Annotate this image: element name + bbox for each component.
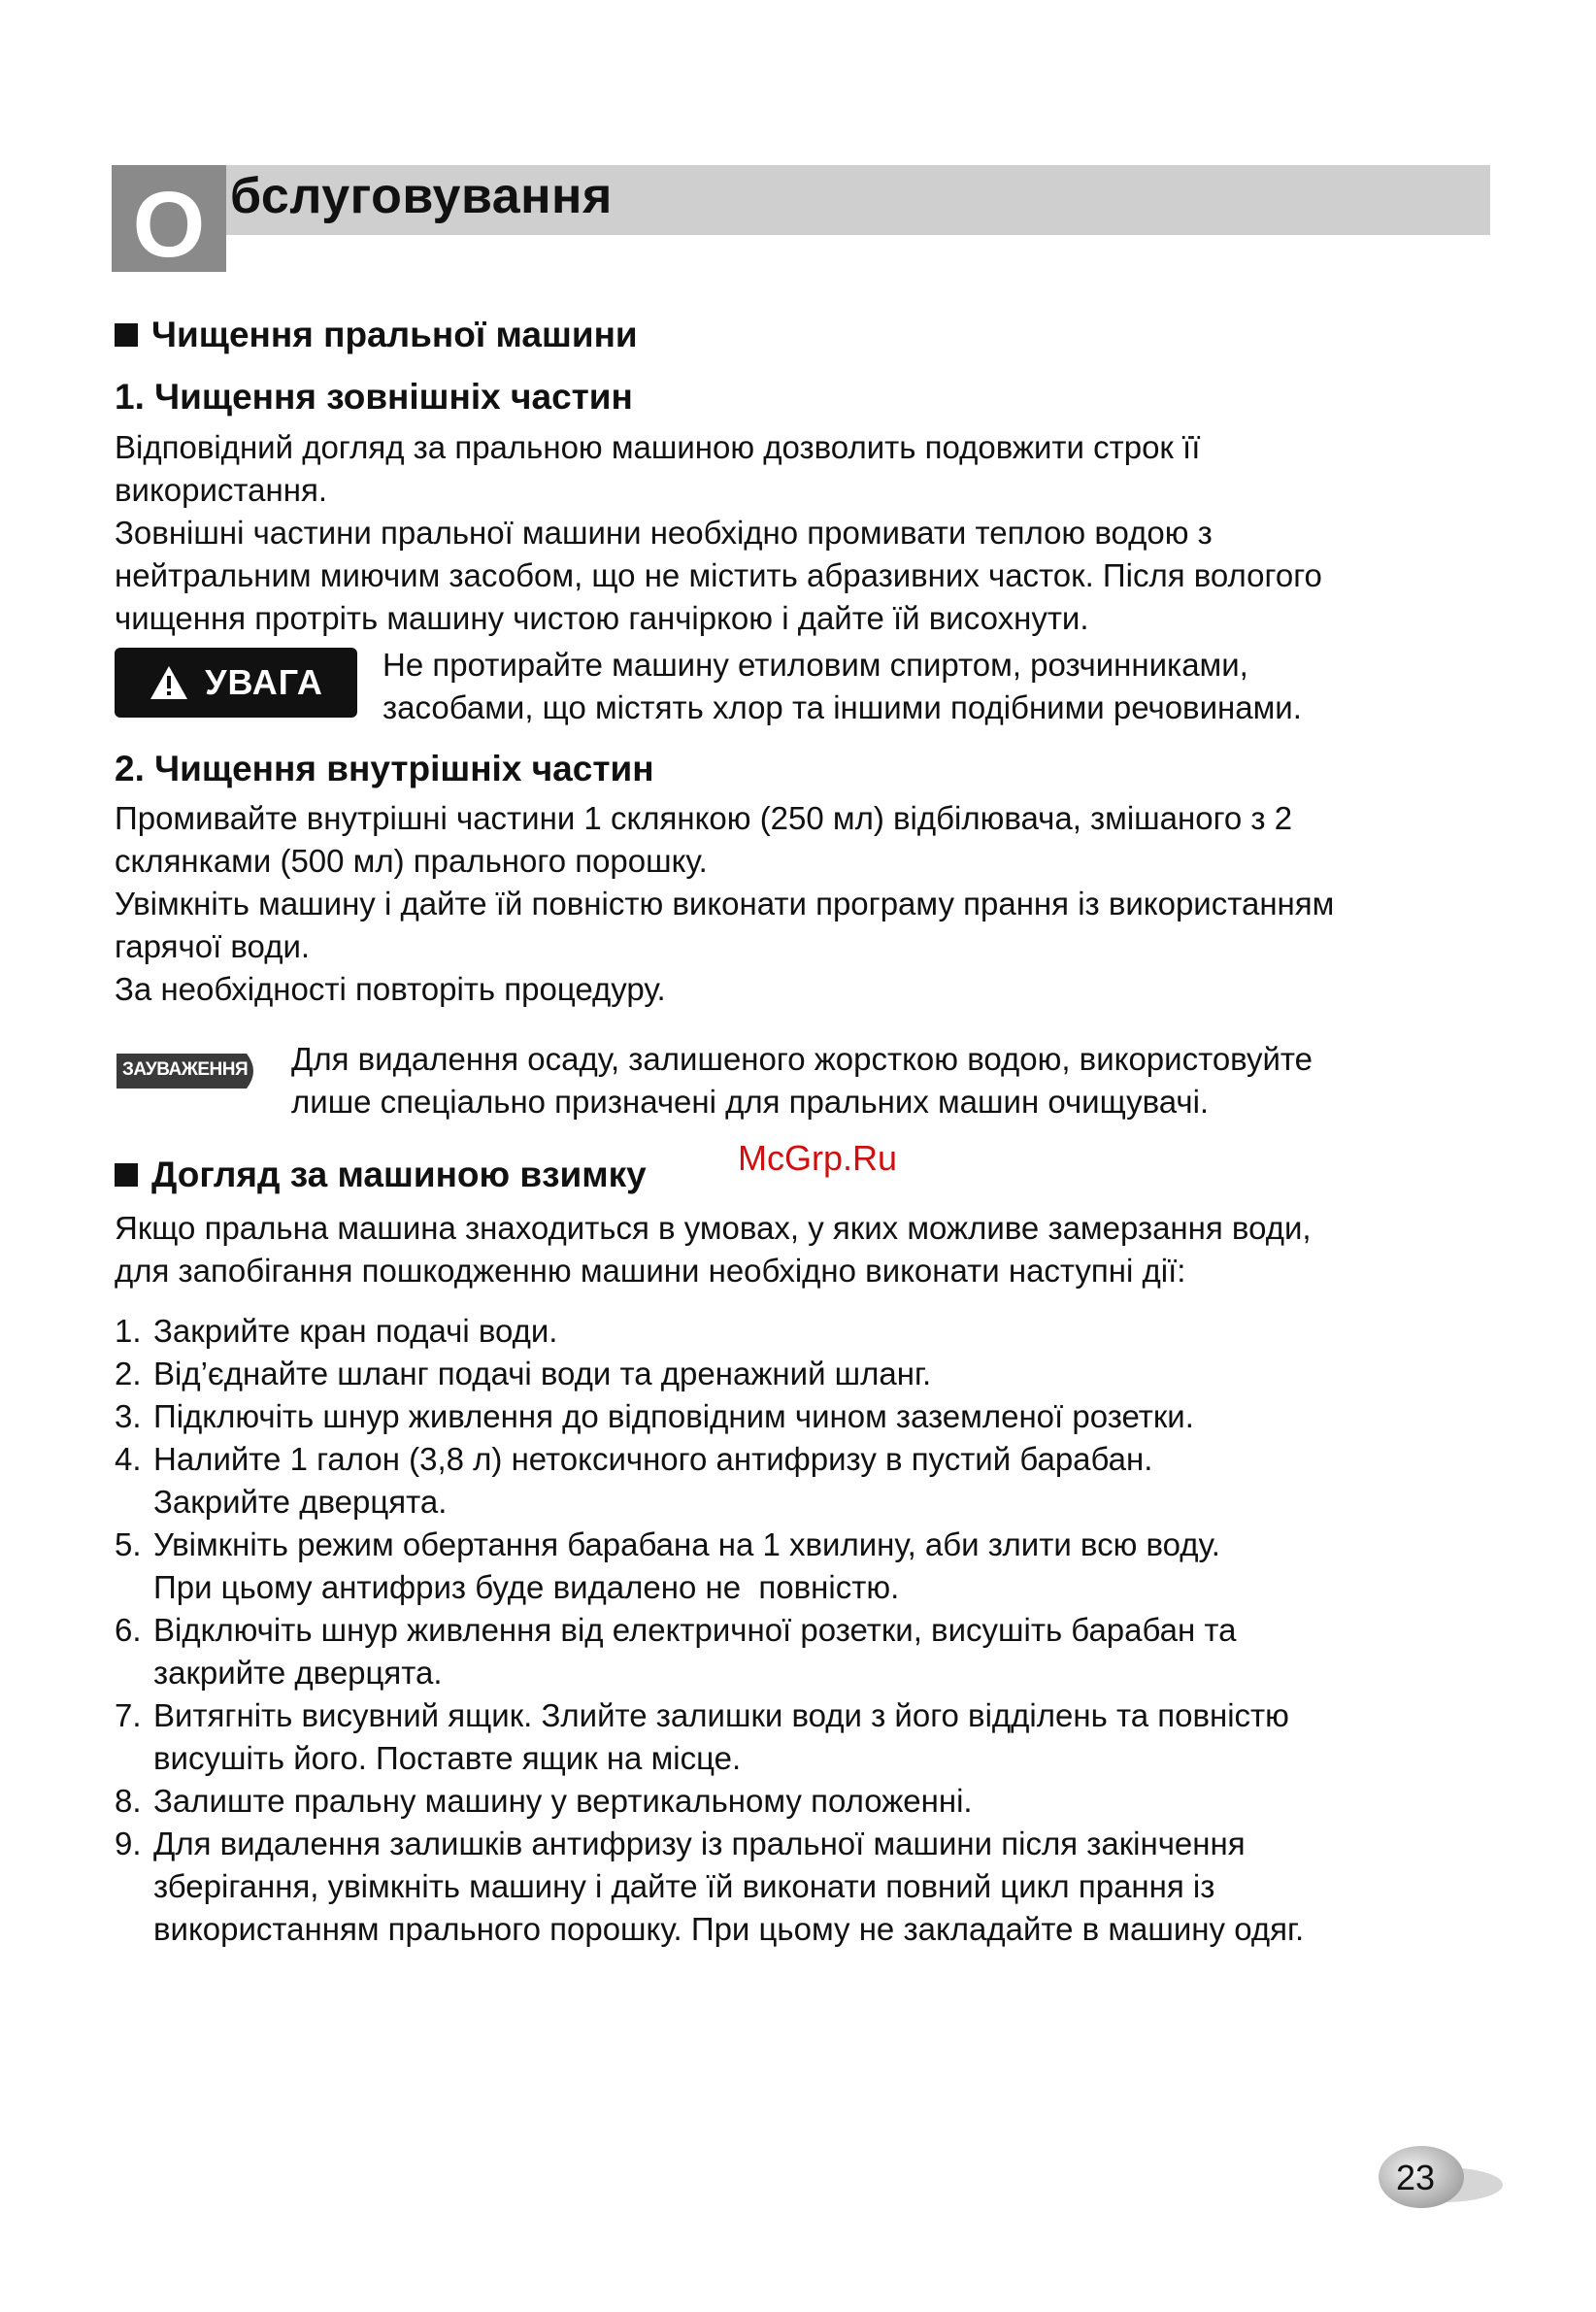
list-item-line: Витягніть висувний ящик. Злийте залишки води з його відділень та повністю <box>153 1697 1289 1733</box>
winter-steps-list <box>115 1310 1493 1951</box>
paragraph-line: для запобігання пошкодженню машини необхідно виконати наступні дії: <box>115 1253 1186 1289</box>
list-item-text <box>153 1780 973 1823</box>
list-item-line: Налийте 1 галон (3,8 л) нетоксичного антифризу в пустий барабан. <box>153 1441 1153 1477</box>
paragraph-line: Зовнішні частини пральної машини необхідно промивати теплою водою з <box>115 514 1213 551</box>
list-item-number: 5. <box>115 1526 142 1562</box>
page-number-oval-icon <box>1369 2136 1505 2214</box>
paragraph-line: склянками (500 мл) прального порошку. <box>115 842 708 879</box>
warning-label: УВАГА <box>205 661 323 702</box>
remark-label: ЗАУВАЖЕННЯ <box>122 1058 249 1080</box>
list-item-text <box>153 1353 931 1395</box>
remark-note <box>115 1038 1493 1123</box>
list-item <box>115 1310 1493 1353</box>
list-item-line: зберігання, увімкніть машину і дайте їй виконати повний цикл прання із <box>153 1868 1215 1904</box>
list-item <box>115 1395 1493 1438</box>
page-header <box>112 165 1490 277</box>
inner-cleaning-text <box>115 797 1493 1011</box>
paragraph-line: чищення протріть машину чистою ганчіркою і дайте їй висохнути. <box>115 599 1089 636</box>
list-item-line: Відключіть шнур живлення від електричної розетки, висушіть барабан та <box>153 1612 1237 1648</box>
main-content <box>115 313 1493 1951</box>
paragraph-line: нейтральним миючим засобом, що не містить абразивних часток. Після вологого <box>115 556 1322 593</box>
list-item <box>115 1438 1493 1524</box>
list-item <box>115 1609 1493 1694</box>
list-item-line: висушіть його. Поставте ящик на місце. <box>153 1740 742 1776</box>
subheading-inner-cleaning: 2. Чищення внутрішніх частин <box>115 748 654 788</box>
paragraph-line: Промивайте внутрішні частини 1 склянкою (250 мл) відбілювача, змішаного з 2 <box>115 799 1293 836</box>
warning-line: засобами, що містять хлор та іншими подібними речовинами. <box>382 688 1302 725</box>
warning-text <box>382 644 1302 729</box>
list-item-text <box>153 1694 1289 1780</box>
paragraph-line: Відповідний догляд за пральною машиною дозволить подовжити строк її <box>115 428 1201 465</box>
list-item-line: Закрийте дверцята. <box>153 1484 448 1520</box>
list-item-text <box>153 1395 1194 1438</box>
list-item-number: 2. <box>115 1356 142 1391</box>
remark-line: лише спеціально призначені для пральних машин очищувачі. <box>291 1083 1210 1120</box>
list-item-number: 4. <box>115 1441 142 1477</box>
list-item-line: Залиште пральну машину у вертикальному положенні. <box>153 1783 973 1819</box>
winter-intro <box>115 1207 1493 1292</box>
list-item-line: Для видалення залишків антифризу із пральної машини після закінчення <box>153 1826 1246 1861</box>
list-item-line: закрийте дверцята. <box>153 1655 443 1691</box>
warning-line: Не протирайте машину етиловим спиртом, розчинниками, <box>382 646 1248 683</box>
watermark: McGrp.Ru <box>738 1138 898 1178</box>
subheading-outer-cleaning: 1. Чищення зовнішніх частин <box>115 377 633 418</box>
remark-text <box>291 1038 1313 1123</box>
list-item-number: 3. <box>115 1398 142 1434</box>
page-title: бслуговування <box>230 168 613 224</box>
header-initial-box <box>112 165 226 277</box>
outer-cleaning-text <box>115 426 1493 640</box>
list-item <box>115 1823 1493 1951</box>
paragraph-line: Увімкніть машину і дайте їй повністю виконати програму прання із використанням <box>115 885 1335 921</box>
list-item-text <box>153 1524 1220 1609</box>
paragraph-line: Якщо пральна машина знаходиться в умовах, у яких можливе замерзання води, <box>115 1210 1312 1246</box>
paragraph-line: За необхідності повторіть процедуру. <box>115 970 666 1007</box>
list-item-line: При цьому антифриз буде видалено не повністю. <box>153 1569 900 1605</box>
remark-line: Для видалення осаду, залишеного жорсткою водою, використовуйте <box>291 1040 1313 1077</box>
list-item-line: Закрийте кран подачі води. <box>153 1313 558 1349</box>
list-item-number: 1. <box>115 1313 142 1349</box>
list-item-number: 7. <box>115 1697 142 1733</box>
list-item-line: використанням прального порошку. При цьому не закладайте в машину одяг. <box>153 1911 1305 1947</box>
list-item-text <box>153 1310 557 1353</box>
paragraph-line: гарячої води. <box>115 927 311 964</box>
list-item <box>115 1694 1493 1780</box>
list-item <box>115 1524 1493 1609</box>
square-bullet-icon <box>115 323 138 347</box>
paragraph-line: використання. <box>115 471 327 508</box>
warning-note <box>115 644 1493 729</box>
list-item-line: Підключіть шнур живлення до відповідним чином заземленої розетки. <box>153 1398 1194 1434</box>
list-item-line: Від’єднайте шланг подачі води та дренажний шланг. <box>153 1356 932 1391</box>
list-item-number: 6. <box>115 1612 142 1648</box>
list-item <box>115 1353 1493 1395</box>
remark-badge <box>115 1052 262 1090</box>
section-heading-cleaning <box>115 313 1493 357</box>
header-initial-letter: О <box>132 173 206 277</box>
list-item <box>115 1780 1493 1823</box>
list-item-text <box>153 1438 1152 1524</box>
list-item-number: 8. <box>115 1783 142 1819</box>
list-item-line: Увімкніть режим обертання барабана на 1 хвилину, аби злити всю воду. <box>153 1526 1220 1562</box>
list-item-text <box>153 1609 1237 1694</box>
page-number: 23 <box>1396 2158 1436 2197</box>
square-bullet-icon <box>115 1163 138 1187</box>
list-item-text <box>153 1823 1304 1951</box>
warning-badge <box>115 648 357 718</box>
section-heading-text: Догляд за машиною взимку <box>151 1154 647 1194</box>
section-heading-text: Чищення пральної машини <box>151 315 638 354</box>
warning-triangle-icon <box>149 664 189 701</box>
page-number-badge <box>1369 2136 1505 2214</box>
list-item-number: 9. <box>115 1826 142 1861</box>
